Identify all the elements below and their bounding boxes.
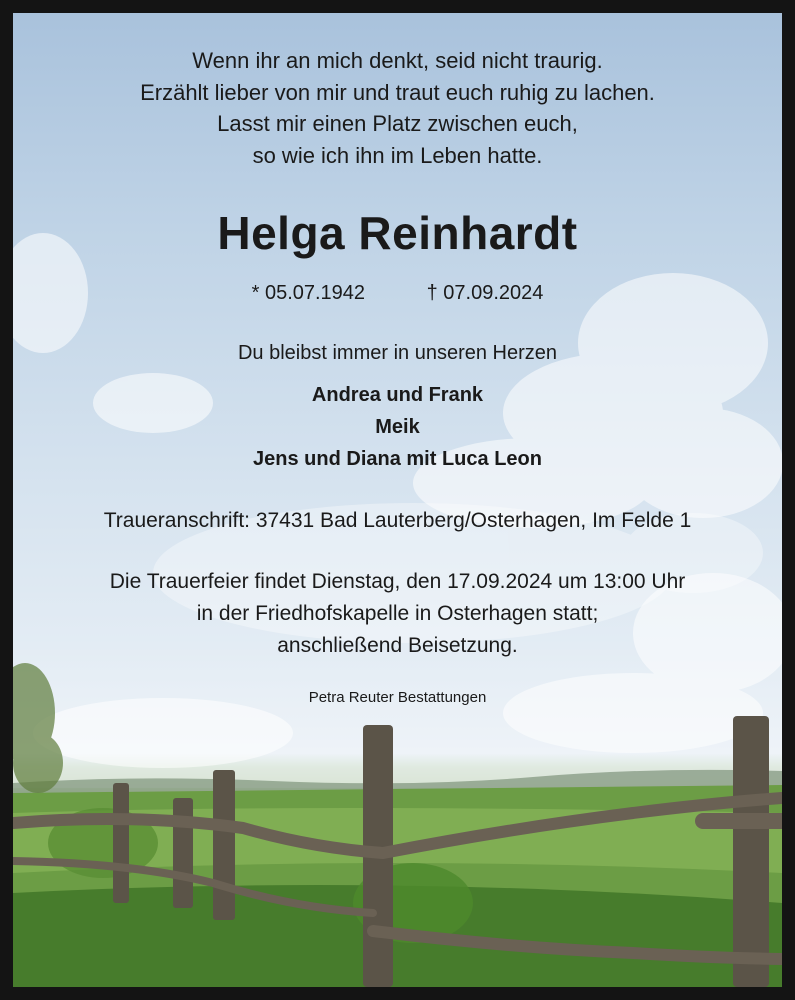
funeral-line: Die Trauerfeier findet Dienstag, den 17.09.2024 um 13:00 Uhr: [109, 570, 686, 593]
life-dates: [13, 278, 782, 308]
mourning-address: Traueranschrift: 37431 Bad Lauterberg/Osterhagen, Im Felde 1: [103, 509, 692, 532]
poem-line: Lasst mir einen Platz zwischen euch,: [217, 111, 578, 136]
mourners-list: [13, 379, 782, 475]
death-date: † 07.09.2024: [426, 282, 544, 304]
funeral-line: anschließend Beisetzung.: [277, 634, 518, 657]
birth-date: * 05.07.1942: [251, 282, 366, 304]
mourner-name: Jens und Diana mit Luca Leon: [253, 448, 542, 470]
remembrance-line: Du bleibst immer in unseren Herzen: [237, 342, 558, 364]
undertaker-name: Petra Reuter Bestattungen: [308, 689, 487, 706]
memorial-poem: [13, 45, 782, 171]
poem-line: Erzählt lieber von mir und traut euch ruhig zu lachen.: [140, 79, 655, 105]
funeral-line: in der Friedhofskapelle in Osterhagen statt;: [196, 602, 599, 625]
mourner-name: Meik: [375, 416, 420, 438]
obituary-notice: [13, 13, 782, 987]
funeral-details: [13, 566, 782, 662]
poem-line: Wenn ihr an mich denkt, seid nicht traurig.: [192, 48, 603, 73]
poem-line: so wie ich ihn im Leben hatte.: [252, 142, 543, 168]
mourner-name: Andrea und Frank: [311, 384, 484, 406]
deceased-name: Helga Reinhardt: [217, 207, 578, 259]
